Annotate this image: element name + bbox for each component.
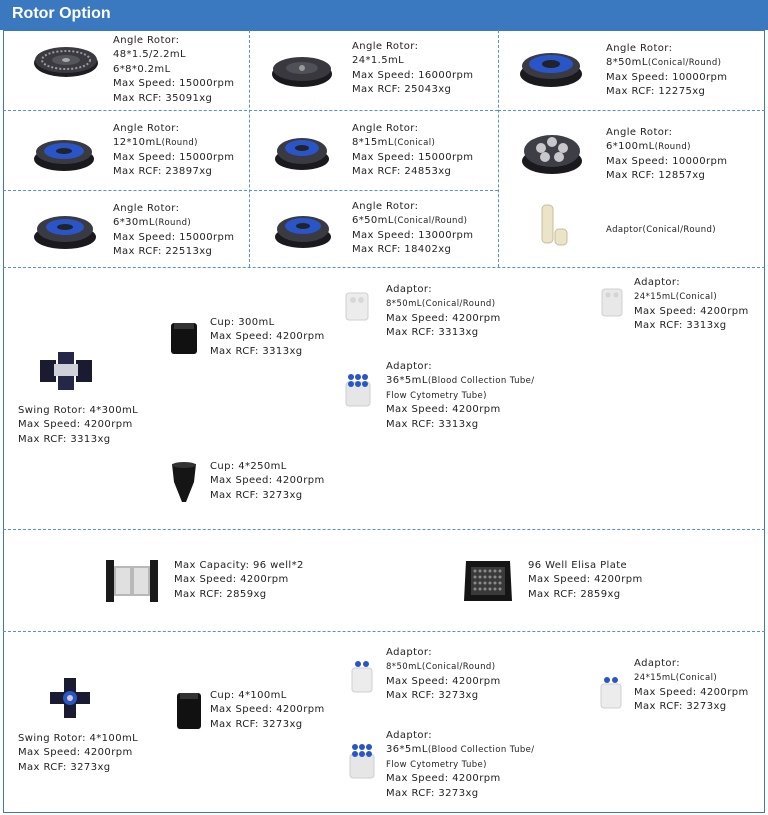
adaptor-36x5-spec: Adaptor: 36*5mL(Blood Collection Tube/ Flow Cytometry Tube) Max Speed: 4200rpm Max RCF: 3313xg — [386, 361, 535, 430]
plate-rotor-spec: Max Capacity: 96 well*2 Max Speed: 4200rpm Max RCF: 2859xg — [174, 560, 304, 600]
rotor-spec-24: Angle Rotor: 24*1.5mL Max Speed: 16000rpm Max RCF: 25043xg — [352, 41, 474, 96]
divider — [498, 30, 499, 267]
cup-100-icon — [174, 690, 204, 732]
angle-rotor-24-icon — [271, 50, 333, 88]
plate-rotor-icon — [104, 558, 160, 604]
divider — [3, 529, 765, 530]
cup-300-icon — [168, 319, 200, 357]
rotor-spec-48: Angle Rotor: 48*1.5/2.2mL 6*8*0.2mL Max Speed: 15000rpm Max RCF: 35091xg — [113, 35, 235, 104]
adaptor-24x15-100-spec: Adaptor: 24*15mL(Conical) Max Speed: 4200rpm Max RCF: 3273xg — [634, 658, 749, 713]
section-header — [0, 0, 768, 30]
adaptor-24x15-spec: Adaptor: 24*15mL(Conical) Max Speed: 4200rpm Max RCF: 3313xg — [634, 277, 749, 332]
adaptor-36x5-100-icon — [348, 742, 376, 780]
adaptor-36x5-100-spec: Adaptor: 36*5mL(Blood Collection Tube/ Flow Cytometry Tube) Max Speed: 4200rpm Max RCF: 3273xg — [386, 730, 535, 799]
divider — [3, 267, 765, 268]
angle-rotor-6x100-icon — [521, 128, 583, 176]
section-title: Rotor Option — [12, 5, 111, 22]
angle-rotor-6x30-icon — [33, 208, 97, 250]
rotor-spec-6x100: Angle Rotor: 6*100mL(Round) Max Speed: 10000rpm Max RCF: 12857xg — [606, 127, 728, 182]
angle-rotor-8x15-icon — [274, 128, 330, 172]
rotor-spec-6x30: Angle Rotor: 6*30mL(Round) Max Speed: 15000rpm Max RCF: 22513xg — [113, 203, 235, 258]
adaptor-24x15-icon — [600, 286, 624, 318]
adaptor-conical-round-label: Adaptor(Conical/Round) — [606, 225, 717, 235]
angle-rotor-8x50-icon — [519, 44, 583, 88]
divider — [249, 30, 250, 267]
cup-250-icon — [169, 460, 199, 506]
angle-rotor-12x10-icon — [33, 132, 95, 172]
swing-rotor-300-spec: Swing Rotor: 4*300mL Max Speed: 4200rpm Max RCF: 3313xg — [18, 405, 139, 445]
elisa-plate-icon — [462, 558, 514, 604]
adaptor-8x50-spec: Adaptor: 8*50mL(Conical/Round) Max Speed: 4200rpm Max RCF: 3313xg — [386, 284, 501, 339]
cup-250-spec: Cup: 4*250mL Max Speed: 4200rpm Max RCF: 3273xg — [210, 461, 325, 501]
divider — [3, 190, 498, 191]
adaptor-8x50-100-icon — [350, 658, 374, 694]
swing-rotor-100-icon — [47, 676, 93, 720]
adaptor-8x50-icon — [344, 290, 370, 322]
rotor-spec-8x15: Angle Rotor: 8*15mL(Conical) Max Speed: 15000rpm Max RCF: 24853xg — [352, 123, 474, 178]
cup-100-spec: Cup: 4*100mL Max Speed: 4200rpm Max RCF: 3273xg — [210, 690, 325, 730]
rotor-spec-6x50: Angle Rotor: 6*50mL(Conical/Round) Max Speed: 13000rpm Max RCF: 18402xg — [352, 201, 474, 256]
adaptor-24x15-100-icon — [599, 674, 623, 710]
divider — [498, 110, 765, 111]
cup-300-spec: Cup: 300mL Max Speed: 4200rpm Max RCF: 3313xg — [210, 317, 325, 357]
swing-rotor-300-icon — [36, 350, 96, 392]
angle-rotor-6x50-icon — [274, 206, 332, 250]
elisa-plate-spec: 96 Well Elisa Plate Max Speed: 4200rpm Max RCF: 2859xg — [528, 560, 643, 600]
swing-rotor-100-spec: Swing Rotor: 4*100mL Max Speed: 4200rpm Max RCF: 3273xg — [18, 733, 139, 773]
adaptor-conical-round-icon — [536, 203, 572, 247]
adaptor-36x5-icon — [344, 372, 372, 408]
rotor-spec-8x50: Angle Rotor: 8*50mL(Conical/Round) Max Speed: 10000rpm Max RCF: 12275xg — [606, 43, 728, 98]
divider — [3, 631, 765, 632]
divider — [3, 110, 498, 111]
rotor-spec-12x10: Angle Rotor: 12*10mL(Round) Max Speed: 15000rpm Max RCF: 23897xg — [113, 123, 235, 178]
angle-rotor-48-icon — [33, 42, 99, 78]
adaptor-8x50-100-spec: Adaptor: 8*50mL(Conical/Round) Max Speed: 4200rpm Max RCF: 3273xg — [386, 647, 501, 702]
